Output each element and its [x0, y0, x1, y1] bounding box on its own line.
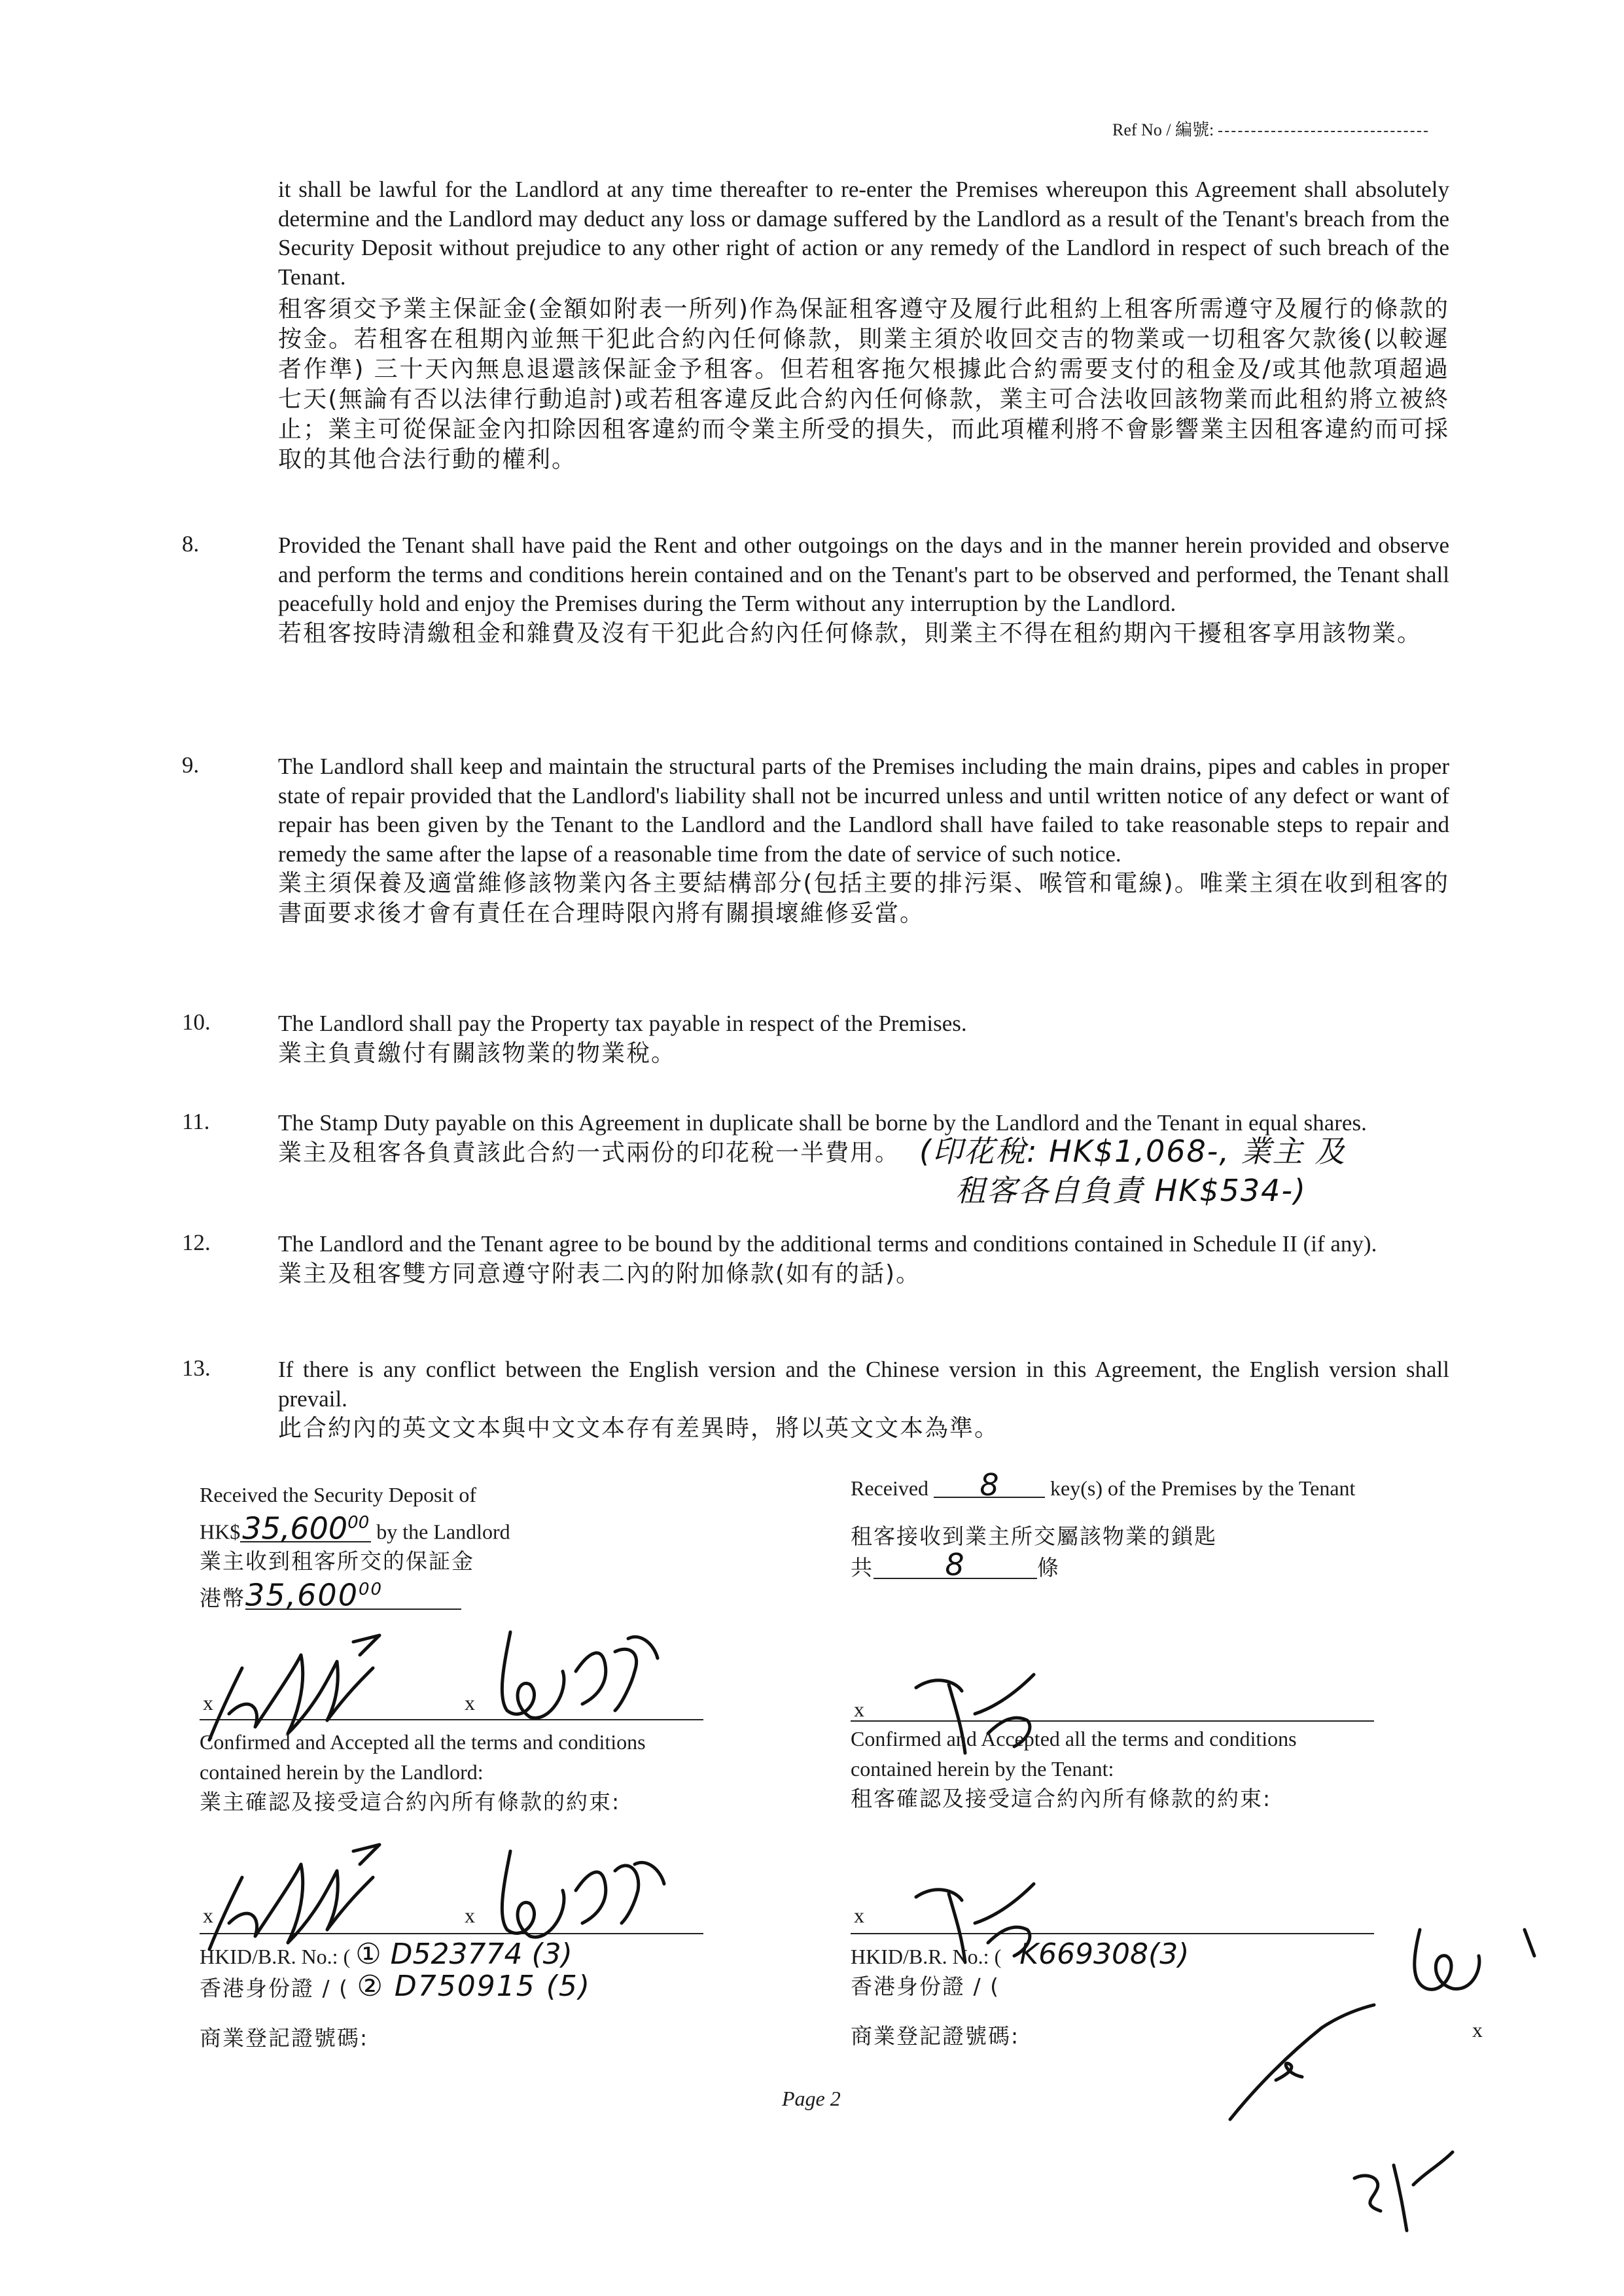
- deposit-chinese-amount-cents: 00: [358, 1580, 383, 1600]
- deposit-currency-label: HK$: [200, 1520, 241, 1544]
- clause-10-chinese: 業主負責繳付有關該物業的物業稅。: [278, 1039, 677, 1067]
- clause-9-chinese: 業主須保養及適當維修該物業內各主要結構部分(包括主要的排污渠、喉管和電線)。唯業主須在收到租客的書面要求後才會有責任在合理時限內將有關損壞維修妥當。: [278, 870, 1449, 927]
- keys-received-label: Received: [851, 1476, 929, 1500]
- clause-7-continuation: [278, 175, 1449, 475]
- deposit-amount-cents: 00: [347, 1513, 370, 1533]
- deposit-receipt-block: [200, 1480, 697, 1614]
- deposit-chinese-amount-handwritten: [245, 1576, 461, 1613]
- clause-11-english: The Stamp Duty payable on this Agreement in duplicate shall be borne by the Landlord and the Tenant in equal shares.: [278, 1110, 1367, 1136]
- tenant-sig-x-1: x: [854, 1697, 864, 1721]
- margin-initial-2: [1217, 2002, 1394, 2132]
- deposit-hkd-chinese-label: 港幣: [200, 1585, 245, 1611]
- clause-10: [278, 1009, 1449, 1069]
- clause-8-chinese: 若租客按時清繳租金和雜費及沒有干犯此合約內任何條款，則業主不得在租約期內干擾租客享用該物業。: [278, 619, 1422, 647]
- landlord-hkid-chinese-label: 香港身份證 / (: [200, 1975, 349, 2001]
- deposit-by-landlord-label: by the Landlord: [376, 1520, 510, 1544]
- keys-unit-chinese-label: 條: [1037, 1555, 1060, 1580]
- tenant-confirmation: [851, 1724, 1426, 1814]
- keys-chinese-count-line: [851, 1547, 1472, 1583]
- tenant-confirm-cn: 租客確認及接受這合約內所有條款的約束:: [851, 1786, 1272, 1811]
- tenant-hkid-label: HKID/B.R. No.: (: [851, 1945, 1002, 1968]
- clause-13-english: If there is any conflict between the English version and the Chinese version in this Agreement, the English version shall prevail.: [278, 1357, 1449, 1412]
- landlord-sig-x-4: x: [465, 1904, 475, 1927]
- clause-12-number: 12.: [182, 1230, 211, 1255]
- landlord-confirm-cn: 業主確認及接受這合約內所有條款的約束:: [200, 1789, 621, 1815]
- clause-10-english: The Landlord shall pay the Property tax payable in respect of the Premises.: [278, 1011, 967, 1036]
- clause-8: [278, 531, 1449, 649]
- landlord-sig-x-1: x: [203, 1691, 213, 1714]
- landlord-signature-2b: [471, 1838, 680, 1949]
- ref-number-label: [1112, 116, 1428, 141]
- clause-11-chinese: 業主及租客各負責該此合約一式兩份的印花稅一半費用。: [278, 1139, 900, 1166]
- landlord-id-2: ② D750915 (5): [357, 1970, 591, 2003]
- keys-receipt-block: [851, 1467, 1472, 1583]
- deposit-chinese-amount-value: 35,600: [245, 1577, 359, 1613]
- clause-8-number: 8.: [182, 531, 200, 557]
- margin-x-mark: x: [1472, 2018, 1483, 2042]
- deposit-chinese-amount-line: [200, 1576, 697, 1613]
- keys-of-premises-label: key(s) of the Premises by the Tenant: [1050, 1476, 1356, 1500]
- clause-13: [278, 1355, 1449, 1444]
- stamp-note-line-1: (印花稅: HK$1,068-, 業主 及: [919, 1134, 1347, 1169]
- stamp-note-line-2: 租客各自負責 HK$534-): [955, 1173, 1307, 1208]
- tenant-hkid-chinese-label: 香港身份證 / (: [851, 1974, 1000, 1999]
- margin-initial-3: [1341, 2139, 1459, 2237]
- clause-9-number: 9.: [182, 752, 200, 778]
- landlord-signature-1b: [471, 1612, 667, 1730]
- clause-7-chinese: 租客須交予業主保証金(金額如附表一所列)作為保証租客遵守及履行此租約上租客所需遵守及履行的條款的按金。若租客在租期內並無干犯此合約內任何條款，則業主須於收回交吉的物業或一切租客欠款後(以較遲者作準) 三十天內無息退還該保証金予租客。但若租客拖欠根據此合約需要支付的租金及/或其他款項超過七天(無論有否以法律行動追討)或若租客違反此合約內任何條款，業主可合法收回該物業而此租約將立被終止；業主可從保証金內扣除因租客違約而令業主所受的損失，而此項權利將不會影響業主因租客違約而可採取的其他合法行動的權利。: [278, 296, 1449, 473]
- tenant-id-1: K669308(3): [1019, 1938, 1190, 1971]
- landlord-hkid-label: HKID/B.R. No.: (: [200, 1945, 351, 1968]
- landlord-br-label: 商業登記證號碼:: [200, 2025, 369, 2051]
- keys-count-handwritten: 8: [934, 1473, 1045, 1498]
- keys-total-chinese-label: 共: [851, 1555, 874, 1580]
- clause-11-number: 11.: [182, 1109, 210, 1134]
- landlord-confirm-en-1: Confirmed and Accepted all the terms and conditions: [200, 1730, 646, 1754]
- deposit-amount-value: 35,600: [242, 1510, 348, 1546]
- page-number: Page 2: [782, 2087, 841, 2110]
- landlord-hkid-line: [200, 1939, 736, 1972]
- tenant-sig-x-2: x: [854, 1904, 864, 1927]
- clause-13-number: 13.: [182, 1355, 211, 1381]
- deposit-received-label: Received the Security Deposit of: [200, 1483, 476, 1506]
- clause-12-english: The Landlord and the Tenant agree to be bound by the additional terms and conditions contained in Schedule II (if any).: [278, 1231, 1377, 1257]
- keys-received-line: [851, 1467, 1472, 1503]
- keys-chinese-label: 租客接收到業主所交屬該物業的鎖匙: [851, 1523, 1217, 1549]
- tenant-hkid-line: [851, 1939, 1387, 1972]
- ref-label-text: Ref No / 編號:: [1112, 120, 1214, 139]
- landlord-id-block: [200, 1939, 736, 2053]
- ref-number-field: [1218, 131, 1428, 132]
- clause-9: [278, 752, 1449, 929]
- deposit-amount-handwritten: [240, 1510, 371, 1546]
- tenant-confirm-en-2: contained herein by the Tenant:: [851, 1757, 1114, 1781]
- landlord-id-1: ① D523774 (3): [355, 1938, 573, 1971]
- clause-7-english: it shall be lawful for the Landlord at any time thereafter to re-enter the Premises whereupon this Agreement shall absolutely determine and the Landlord may deduct any loss or damage suffered by the Landlord as a result of the Tenant's breach from the Security Deposit without prejudice to any other right of action or any remedy of the Landlord in respect of such breach of the Tenant.: [278, 177, 1449, 290]
- clause-10-number: 10.: [182, 1009, 211, 1035]
- deposit-amount-line: [200, 1510, 697, 1546]
- landlord-sig-x-2: x: [465, 1691, 475, 1714]
- tenant-confirm-en-1: Confirmed and Accepted all the terms and conditions: [851, 1727, 1297, 1750]
- tenant-br-label: 商業登記證號碼:: [851, 2023, 1020, 2049]
- clause-9-english: The Landlord shall keep and maintain the structural parts of the Premises including the main drains, pipes and cables in proper state of repair provided that the Landlord's liability shall not be incurred unless and until written notice of any defect or want of repair has been given by the Tenant to the Landlord and the Landlord shall have failed to take reasonable steps to repair and remedy the same after the lapse of a reasonable time from the date of service of such notice.: [278, 754, 1449, 867]
- landlord-hkid-chinese-line: [200, 1972, 736, 2004]
- clause-12-chinese: 業主及租客雙方同意遵守附表二內的附加條款(如有的話)。: [278, 1260, 921, 1287]
- clause-12: [278, 1230, 1449, 1289]
- handwritten-stamp-duty-note: [919, 1132, 1346, 1210]
- landlord-confirmation: [200, 1727, 736, 1817]
- landlord-sig-x-3: x: [203, 1904, 213, 1927]
- clause-13-chinese: 此合約內的英文文本與中文文本存有差異時，將以英文文本為準。: [278, 1415, 1000, 1442]
- landlord-confirm-en-2: contained herein by the Landlord:: [200, 1760, 484, 1784]
- clause-8-english: Provided the Tenant shall have paid the Rent and other outgoings on the days and in the manner herein provided and observe and perform the terms and conditions herein contained and on the Tenant's part to be observed and performed, the Tenant shall peacefully hold and enjoy the Premises during the Term without any interruption by the Landlord.: [278, 532, 1449, 616]
- deposit-chinese-label: 業主收到租客所交的保証金: [200, 1548, 474, 1574]
- keys-chinese-count-handwritten: 8: [874, 1552, 1037, 1579]
- margin-initial-1: [1400, 1917, 1551, 2015]
